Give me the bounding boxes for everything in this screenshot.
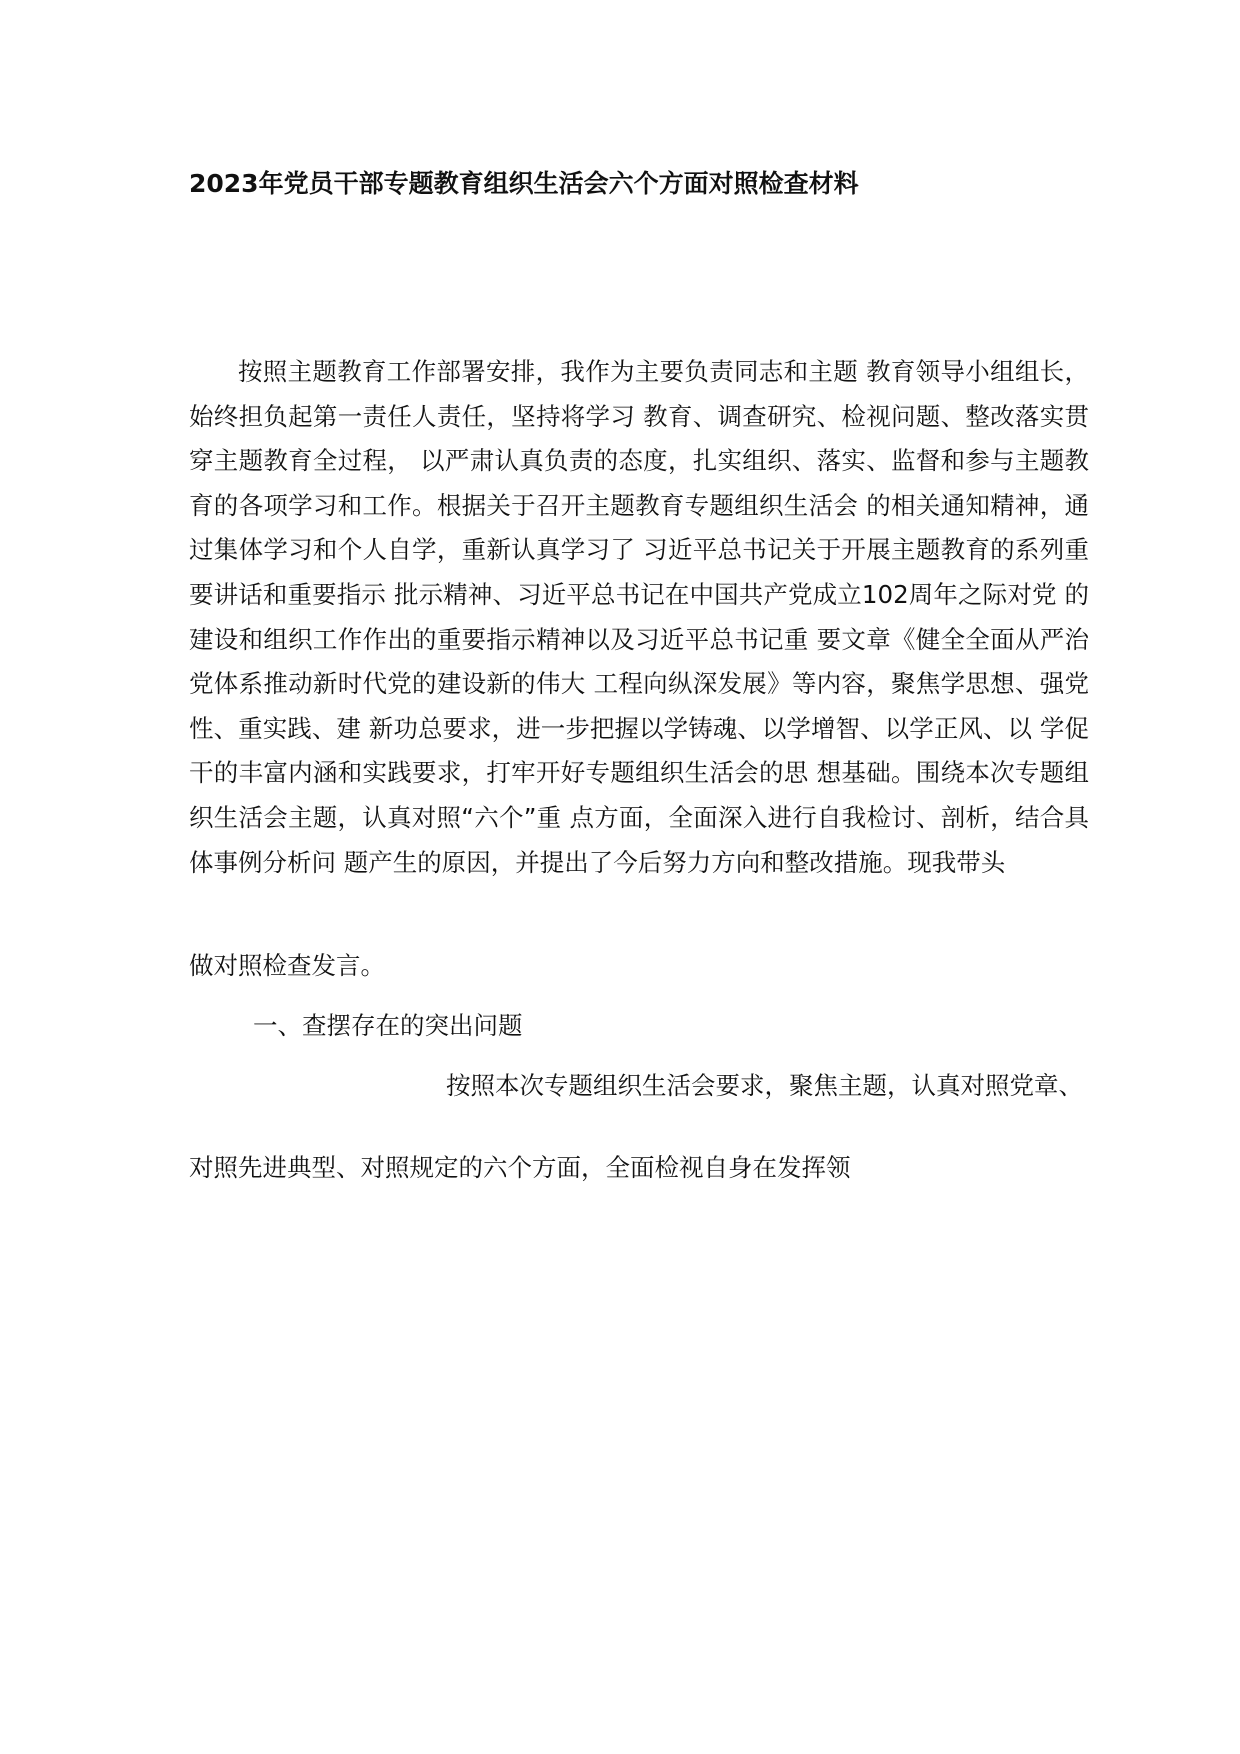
section-heading: 一、查摆存在的突出问题 [253,1011,523,1040]
body-paragraph: 按照主题教育工作部署安排，我作为主要负责同志和主题 教育领导小组组长，始终担负起第一责任人责任，坚持将学习 教育、调查研究、检视问题、整改落实贯穿主题教育全过程， 以严肃认真负责的态度，扎实组织、落实、监督和参与主题教 育的各项学习和工作。根据关于召开主题教育专题组织生活会 的相关通知精神，通过集体学习和个人自学，重新认真学习了 习近平总书记关于开展主题教育的系列重要讲话和重要指示 批示精神、习近平总书记在中国共产党成立102周年之际对党 的建设和组织工作作出的重要指示精神以及习近平总书记重 要文章《健全全面从严治党体系推动新时代党的建设新的伟大 工程向纵深发展》等内容，聚焦学思想、强党性、重实践、建 新功总要求，进一步把握以学铸魂、以学增智、以学正风、以 学促干的丰富内涵和实践要求，打牢开好专题组织生活会的思 想基础。围绕本次专题组织生活会主题，认真对照“六个”重 点方面，全面深入进行自我检讨、剖析，结合具体事例分析问 题产生的原因，并提出了今后努力方向和整改措施。现我带头 [189,357,1089,877]
paragraph-tail: 做对照检查发言。 [189,951,385,980]
paragraph2-second-line: 对照先进典型、对照规定的六个方面，全面检视自身在发挥领 [189,1153,851,1182]
document-title: 2023年党员干部专题教育组织生活会六个方面对照检查材料 [189,169,859,198]
paragraph2-first-line: 按照本次专题组织生活会要求，聚焦主题，认真对照党章、 [446,1071,1083,1100]
